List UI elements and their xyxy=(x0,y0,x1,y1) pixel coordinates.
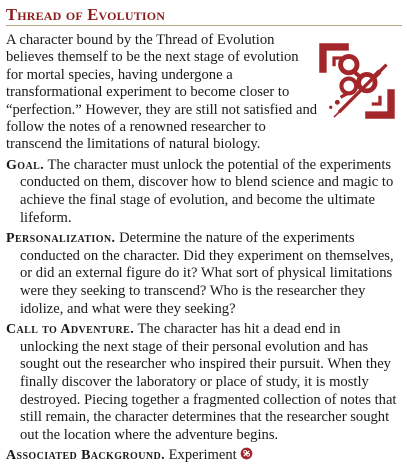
personalization-text: Determine the nature of the experiments conducted on the character. Did they experiment on themselves, or did an external figure do it? What sort of physical limitations were they seeking to transcend? Who is the researcher they idolize, and what were they seeking? xyxy=(20,230,394,317)
associated-background-label: Associated Background. xyxy=(6,448,165,464)
goal-text: The character must unlock the potential of the experiments conducted on them, discover how to blend science and magic to achieve the final stage of evolution, and become the ultimate lifeform. xyxy=(20,156,394,226)
goal-entry xyxy=(6,157,402,227)
goal-label: Goal. xyxy=(6,157,45,173)
call-to-adventure-label: Call to Adventure. xyxy=(6,322,135,338)
evolution-thread-sigil-icon xyxy=(316,40,398,122)
associated-background-text: Experiment xyxy=(168,447,237,464)
associated-background-entry xyxy=(6,447,402,465)
call-to-adventure-entry xyxy=(6,321,402,444)
personalization-label: Personalization. xyxy=(6,231,116,247)
section-title: Thread of Evolution xyxy=(6,6,402,26)
thread-entry xyxy=(6,6,402,465)
call-to-adventure-text: The character has hit a dead end in unlocking the next stage of their personal evolution and has sought out the researcher who inspired their pursuit. When they finally discover the laboratory or place of study, it is mostly destroyed. Piecing together a fragmented collection of notes that still remain, the character determines that the researcher sought out the location where the adventure begins. xyxy=(20,321,397,443)
experiment-background-icon xyxy=(240,447,253,460)
intro-block xyxy=(6,32,402,154)
personalization-entry xyxy=(6,230,402,318)
intro-paragraph: A character bound by the Thread of Evolution believes themself to be the next stage of evolution for mortal species, having undergone a transformational experiment to become closer to “perfection.” However, they are still not satisfied and follow the notes of a renowned researcher to transcend the limitations of natural biology. xyxy=(6,32,318,153)
